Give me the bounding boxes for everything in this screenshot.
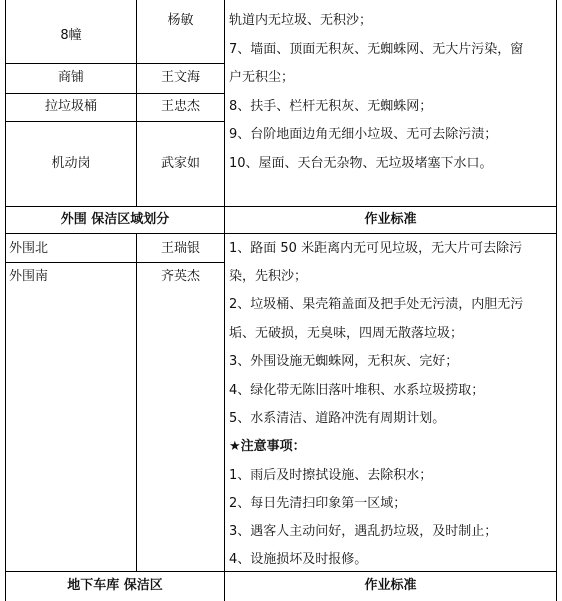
row-line-outer: [5, 262, 225, 263]
standard-line: 10、屋面、天台无杂物、无垃圾堵塞下水口。: [229, 156, 493, 171]
note-line: 1、雨后及时擦拭设施、去除积水；: [229, 468, 433, 483]
person-cell: 王忠杰: [160, 99, 200, 114]
table-border-right: [556, 0, 557, 601]
column-divider-2: [224, 0, 225, 601]
row-line-garage-top: [5, 571, 557, 572]
standard-line: 染，先积沙；: [229, 269, 308, 284]
standard-line: 2、垃圾桶、果壳箱盖面及把手处无污渍，内胆无污: [229, 297, 524, 312]
notes-title-label: 注意事项：: [240, 439, 306, 454]
section-header-garage: 地下车库 保洁区: [67, 578, 163, 593]
notes-title: [229, 439, 306, 455]
standard-line: 垢、无破损，无臭味，四周无散落垃圾；: [229, 326, 464, 341]
standard-line: 4、绿化带无陈旧落叶堆积、水系垃圾捞取；: [229, 383, 485, 398]
person-cell: 王文海: [160, 70, 200, 85]
section-header-standards: 作业标准: [364, 212, 417, 227]
standard-line: 轨道内无垃圾、无积沙；: [229, 13, 373, 28]
row-line-header-top: [5, 206, 557, 207]
row-line-3: [5, 121, 225, 122]
area-cell: 8幢: [60, 28, 82, 43]
section-header-outer: 外围 保洁区域划分: [60, 212, 170, 227]
row-line-2: [5, 93, 225, 94]
standard-line: 5、水系清洁、道路冲洗有周期计划。: [229, 411, 446, 426]
table-border-left: [5, 0, 6, 601]
area-cell: 商铺: [57, 70, 84, 85]
person-cell: 武家如: [160, 156, 200, 171]
standard-line: 户无积尘；: [229, 70, 295, 85]
standard-line: 9、台阶地面边角无细小垃圾、无可去除污渍；: [229, 127, 498, 142]
row-line-1: [5, 63, 225, 64]
area-cell: 机动岗: [51, 156, 91, 171]
note-line: 2、每日先清扫印象第一区域；: [229, 496, 407, 511]
row-line-header-bottom: [5, 233, 557, 234]
note-line: 3、遇客人主动问好，遇乱扔垃圾，及时制止；: [229, 524, 498, 539]
person-cell: 杨敏: [167, 13, 194, 28]
section-header-garage-standards: 作业标准: [364, 578, 417, 593]
standard-line: 1、路面 50 米距离内无可见垃圾，无大片可去除污: [229, 241, 523, 256]
star-icon: ★: [229, 439, 241, 454]
area-cell: 外围北: [9, 241, 49, 256]
person-cell: 齐英杰: [160, 269, 200, 284]
standard-line: 3、外围设施无蜘蛛网，无积灰、完好；: [229, 354, 459, 369]
note-line: 4、设施损坏及时报修。: [229, 552, 368, 567]
area-cell: 外围南: [9, 269, 49, 284]
standard-line: 8、扶手、栏杆无积灰、无蜘蛛网；: [229, 99, 433, 114]
standard-line: 7、墙面、顶面无积灰、无蜘蛛网、无大片污染，窗: [229, 42, 524, 57]
area-cell: 拉垃圾桶: [44, 99, 97, 114]
person-cell: 王瑞银: [160, 241, 200, 256]
